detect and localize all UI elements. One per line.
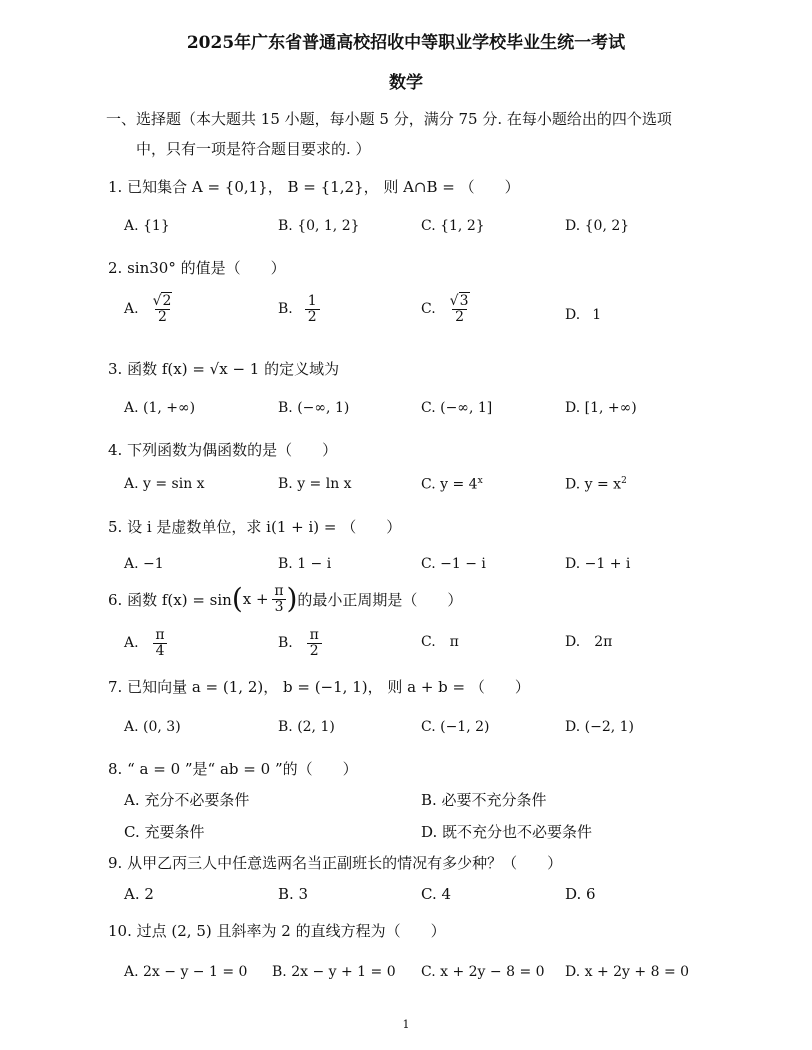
q9-option-d: D. 6 <box>565 885 596 903</box>
q2-option-d-label: D. <box>565 307 581 323</box>
radical-sign: √ <box>152 293 162 309</box>
q4-option-c-text: C. y = 4 <box>421 476 478 493</box>
q6-b-denominator: 2 <box>307 643 322 659</box>
q6-option-d <box>565 634 612 650</box>
q5-option-b: B. 1 − i <box>278 556 332 572</box>
q8-option-d: D. 既不充分也不必要条件 <box>421 823 593 841</box>
q2-a-denominator: 2 <box>155 309 170 325</box>
q6-paren-close: ) <box>286 582 298 616</box>
q6-option-a-fraction <box>153 628 168 658</box>
q5-option-a: A. −1 <box>124 556 164 572</box>
q6-option-d-value: 2π <box>594 634 613 650</box>
q7-option-a: A. (0, 3) <box>124 719 181 735</box>
q8-option-a: A. 充分不必要条件 <box>124 791 250 809</box>
q4-option-b: B. y = ln x <box>278 476 352 492</box>
q9-option-c: C. 4 <box>421 885 452 903</box>
q10-option-c: C. x + 2y − 8 = 0 <box>421 964 545 980</box>
section-header-line2: 中，只有一项是符合题目要求的. ） <box>136 140 371 158</box>
q1-option-a: A. {1} <box>124 218 170 234</box>
q2-option-c-label: C. <box>421 301 436 318</box>
q1-option-b: B. {0, 1, 2} <box>278 218 360 234</box>
q6-option-b-fraction <box>307 628 322 658</box>
q2-option-a-fraction <box>151 294 175 324</box>
q6-paren-open: ( <box>231 582 243 616</box>
q4-option-c <box>421 476 483 493</box>
question-6 <box>108 584 462 614</box>
question-4: 4. 下列函数为偶函数的是（ ） <box>108 441 338 459</box>
q6-x-plus: x + <box>242 590 269 609</box>
q1-option-d: D. {0, 2} <box>565 218 630 234</box>
q2-c-denominator: 2 <box>452 309 467 325</box>
q4-option-a: A. y = sin x <box>124 476 205 492</box>
question-9: 9. 从甲乙丙三人中任意选两名当正副班长的情况有多少种？（ ） <box>108 854 563 872</box>
q4-option-d-exponent: 2 <box>621 476 627 486</box>
q4-option-d-text: D. y = x <box>565 476 622 493</box>
q6-option-a <box>124 628 167 658</box>
q4-option-d <box>565 476 627 493</box>
q3-option-c: C. (−∞, 1] <box>421 400 493 416</box>
q6-text-before: 6. 函数 f(x) = sin <box>108 590 232 609</box>
q1-option-c: C. {1, 2} <box>421 218 485 234</box>
q6-a-numerator: π <box>155 627 165 643</box>
exam-subject: 数学 <box>389 73 423 93</box>
exam-title: 2025年广东省普通高校招收中等职业学校毕业生统一考试 <box>186 33 626 53</box>
q2-option-a <box>124 294 174 324</box>
q6-option-d-label: D. <box>565 634 581 650</box>
q2-a-numerator: 2 <box>162 293 172 309</box>
q5-option-c: C. −1 − i <box>421 556 486 572</box>
q2-option-c <box>421 294 472 324</box>
q7-option-c: C. (−1, 2) <box>421 719 490 735</box>
q6-pi: π <box>274 583 284 599</box>
question-3: 3. 函数 f(x) = √x − 1 的定义域为 <box>108 360 340 378</box>
q6-option-c-label: C. <box>421 634 436 650</box>
q7-option-d: D. (−2, 1) <box>565 719 634 735</box>
q6-option-a-label: A. <box>124 635 139 652</box>
q2-c-numerator: 3 <box>459 293 469 309</box>
radical-sign: √ <box>449 293 459 309</box>
q2-option-d-value: 1 <box>592 307 602 323</box>
q8-option-b: B. 必要不充分条件 <box>421 791 547 809</box>
q8-option-c: C. 充要条件 <box>124 823 205 841</box>
q6-b-numerator: π <box>309 627 319 643</box>
q2-option-a-label: A. <box>124 301 139 318</box>
q3-option-b: B. (−∞, 1) <box>278 400 350 416</box>
q10-option-b: B. 2x − y + 1 = 0 <box>272 964 396 980</box>
question-10: 10. 过点 (2, 5) 且斜率为 2 的直线方程为（ ） <box>108 922 446 940</box>
question-1: 1. 已知集合 A = {0,1}， B = {1,2}， 则 A∩B = （ ） <box>108 178 520 196</box>
q10-option-d: D. x + 2y + 8 = 0 <box>565 964 690 980</box>
q6-option-c-value: π <box>449 634 459 650</box>
q6-option-c <box>421 634 459 650</box>
q10-option-a: A. 2x − y − 1 = 0 <box>124 964 248 980</box>
q2-option-d <box>565 307 601 323</box>
q7-option-b: B. (2, 1) <box>278 719 335 735</box>
q5-option-d: D. −1 + i <box>565 556 631 572</box>
q9-option-b: B. 3 <box>278 885 309 903</box>
q6-pi-over-3 <box>272 584 287 614</box>
q2-b-numerator: 1 <box>307 293 317 309</box>
q2-option-b-fraction <box>305 294 320 324</box>
question-7: 7. 已知向量 a = (1, 2)， b = (−1, 1)， 则 a + b = （ ） <box>108 678 530 696</box>
q2-b-denominator: 2 <box>305 309 320 325</box>
q2-option-c-fraction <box>448 294 472 324</box>
q3-option-a: A. (1, +∞) <box>124 400 196 416</box>
q9-option-a: A. 2 <box>124 885 154 903</box>
question-2: 2. sin30° 的值是（ ） <box>108 259 286 277</box>
question-5: 5. 设 i 是虚数单位，求 i(1 + i) = （ ） <box>108 518 402 536</box>
q3-option-d: D. [1, +∞) <box>565 400 637 416</box>
section-header-line1: 一、选择题（本大题共 15 小题，每小题 5 分，满分 75 分. 在每小题给出的四个选项 <box>106 110 672 128</box>
q2-option-b-label: B. <box>278 301 293 318</box>
q2-option-b <box>278 294 320 324</box>
page-number: 1 <box>402 1018 410 1031</box>
q6-text-after: 的最小正周期是（ ） <box>297 590 463 609</box>
q6-denominator: 3 <box>272 599 287 615</box>
question-8: 8. “ a = 0 ”是“ ab = 0 ”的（ ） <box>108 760 358 778</box>
q4-option-c-exponent: x <box>477 476 483 486</box>
q6-option-b <box>278 628 322 658</box>
q6-a-denominator: 4 <box>153 643 168 659</box>
q6-option-b-label: B. <box>278 635 293 652</box>
